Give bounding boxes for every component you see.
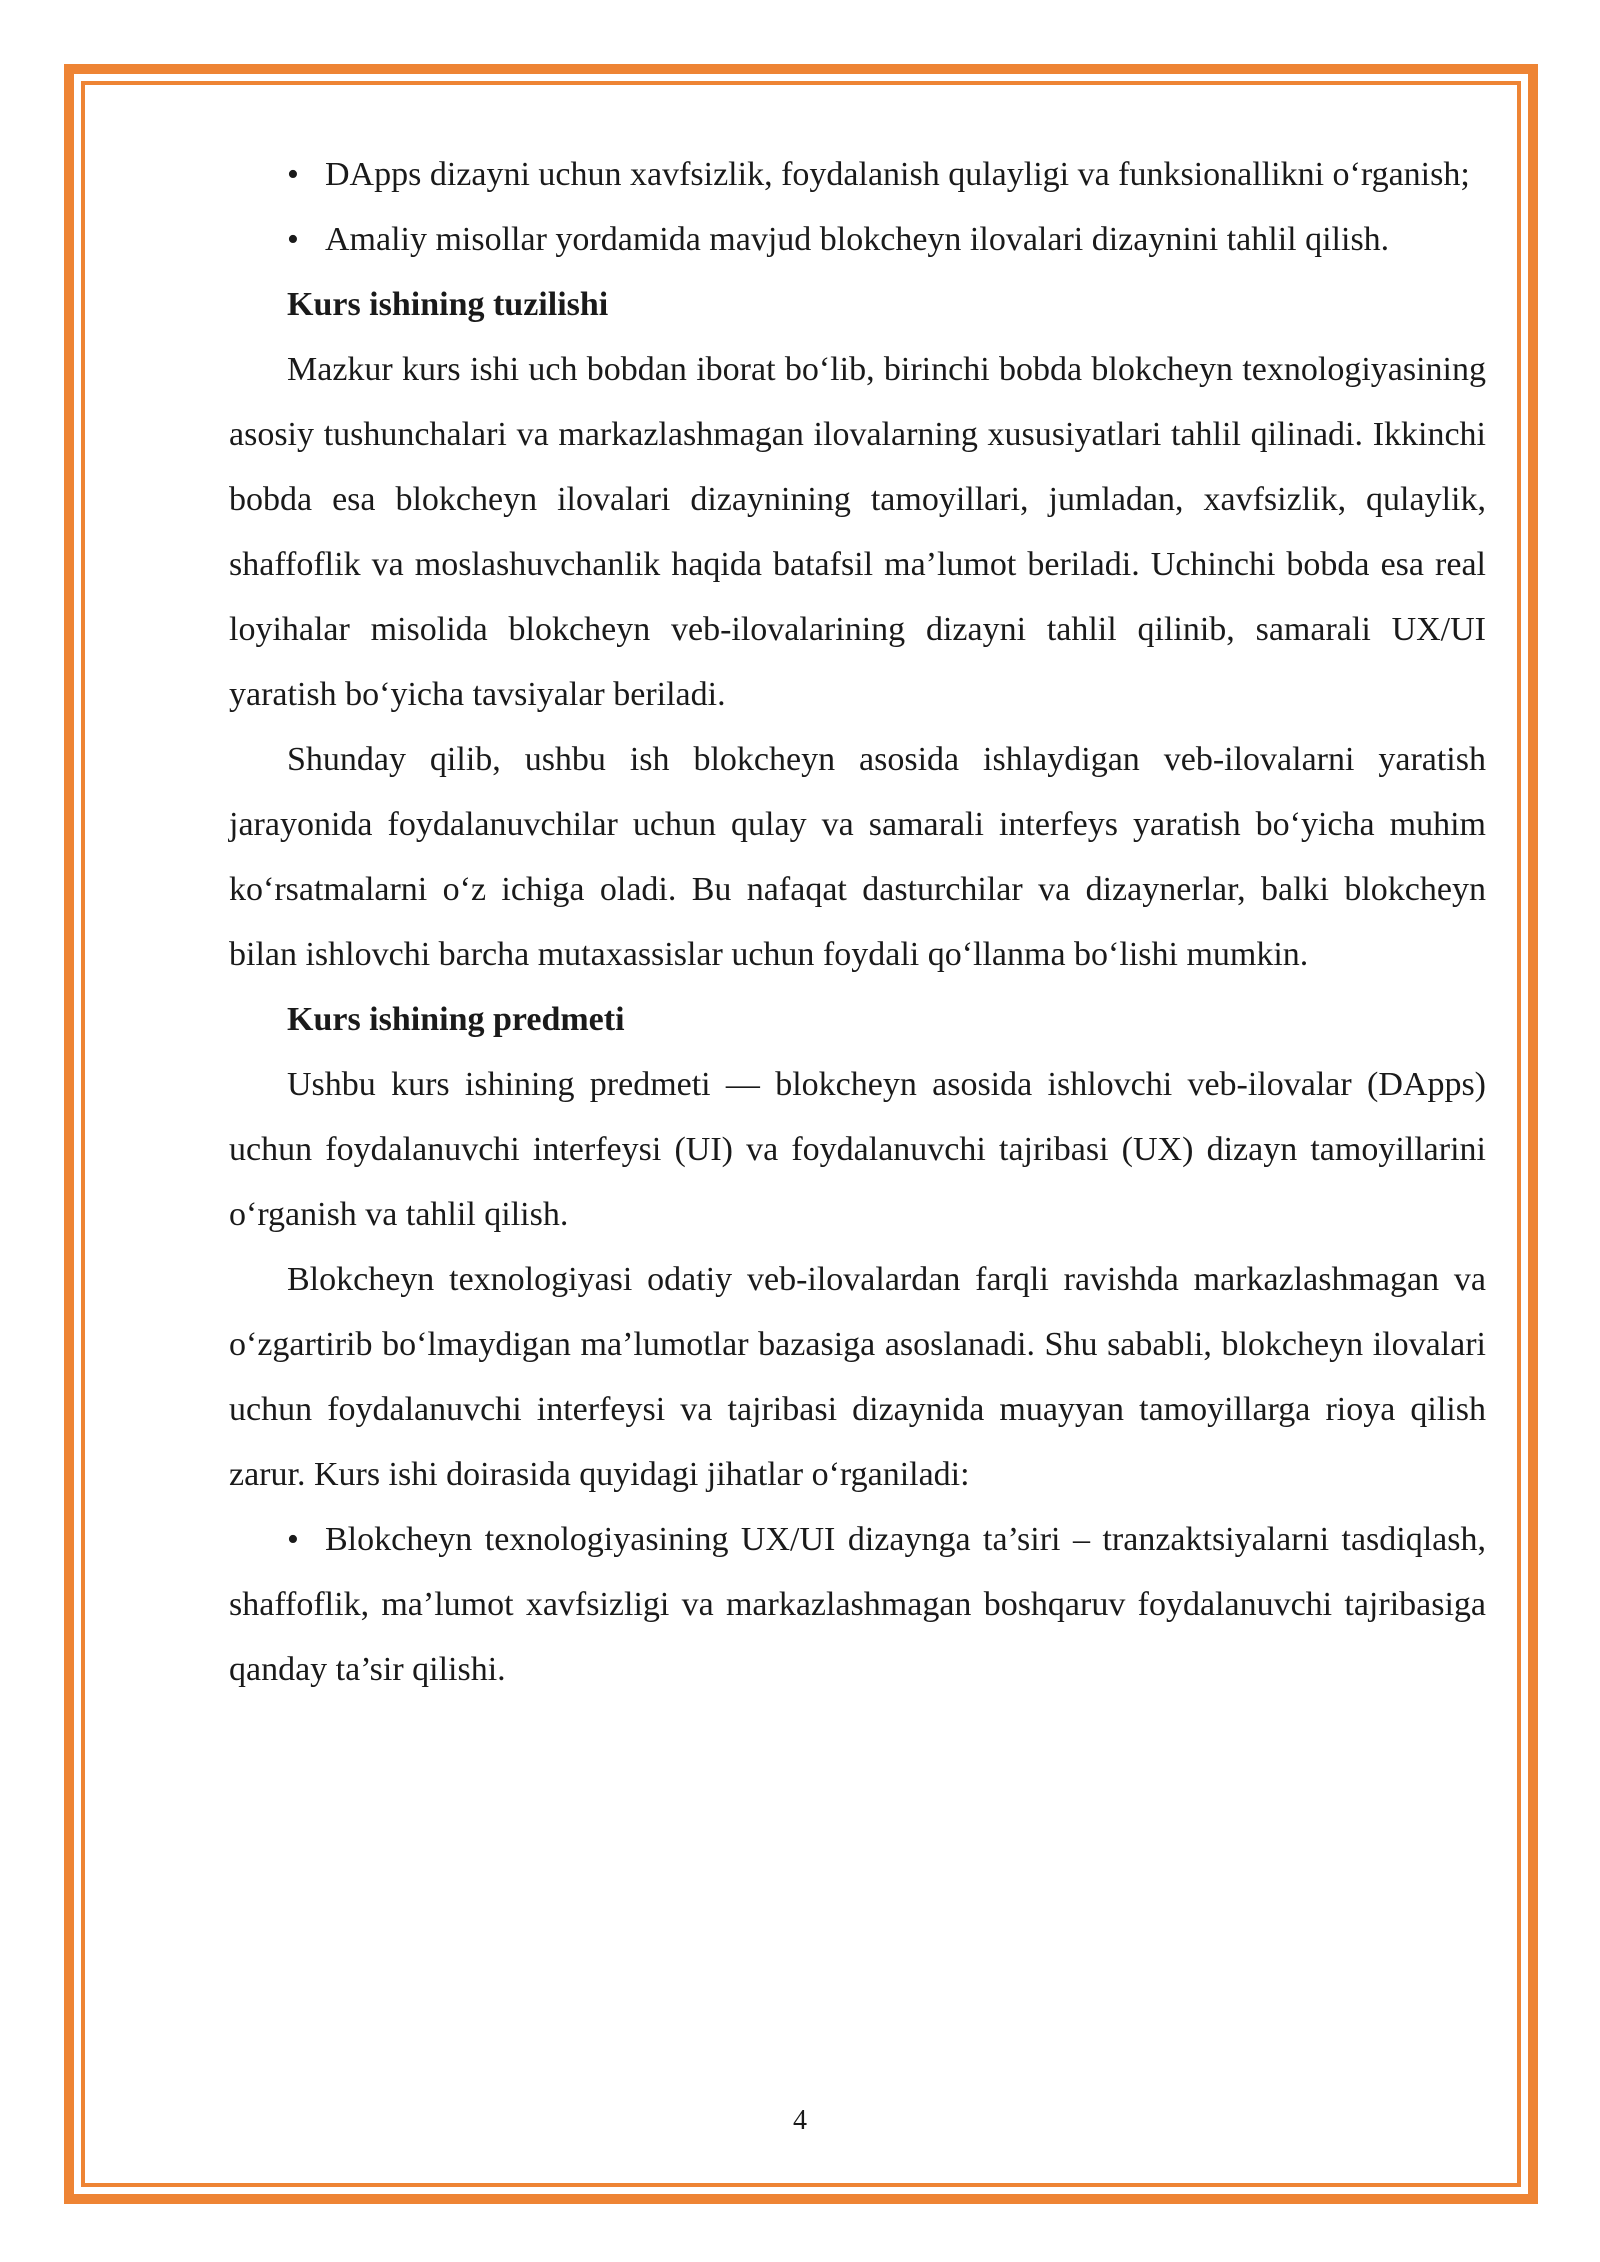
list-item [229, 142, 1486, 207]
paragraph-subject-2: Blokcheyn texnologiyasi odatiy veb-ilovalardan farqli ravishda markazlashmagan va o‘zgartirib bo‘lmaydigan ma’lumotlar bazasiga asoslanadi. Shu sababli, blokcheyn ilovalari uchun foydalanuvchi interfeysi va tajribasi dizaynida muayyan tamoyillarga rioya qilish zarur. Kurs ishi doirasida quyidagi jihatlar o‘rganiladi: [229, 1261, 1486, 1493]
list-item [229, 1507, 1486, 1702]
paragraph-structure-1: Mazkur kurs ishi uch bobdan iborat bo‘lib, birinchi bobda blokcheyn texnologiyasining asosiy tushunchalari va markazlashmagan ilovalarning xususiyatlari tahlil qilinadi. Ikkinchi bobda esa blokcheyn ilovalari dizaynining tamoyillari, jumladan, xavfsizlik, qulaylik, shaffoflik va moslashuvchanlik haqida batafsil ma’lumot beriladi. Uchinchi bobda esa real loyihalar misolida blokcheyn veb-ilovalarining dizayni tahlil qilinib, samarali UX/UI yaratish bo‘yicha tavsiyalar beriladi. [229, 351, 1486, 713]
document-body [229, 142, 1486, 1702]
section-heading-subject: Kurs ishining predmeti [287, 1001, 625, 1038]
bullet-icon: • [287, 156, 299, 193]
paragraph-subject-1: Ushbu kurs ishining predmeti — blokcheyn asosida ishlovchi veb-ilovalar (DApps) uchun foydalanuvchi interfeysi (UI) va foydalanuvchi tajribasi (UX) dizayn tamoyillarini o‘rganish va tahlil qilish. [229, 1066, 1486, 1233]
paragraph-structure-2: Shunday qilib, ushbu ish blokcheyn asosida ishlaydigan veb-ilovalarni yaratish jarayonida foydalanuvchilar uchun qulay va samarali interfeys yaratish bo‘yicha muhim ko‘rsatmalarni o‘z ichiga oladi. Bu nafaqat dasturchilar va dizaynerlar, balki blokcheyn bilan ishlovchi barcha mutaxassislar uchun foydali qo‘llanma bo‘lishi mumkin. [229, 741, 1486, 973]
page-number: 4 [793, 2105, 807, 2136]
section-heading-structure: Kurs ishining tuzilishi [287, 286, 609, 323]
list-item-text: Blokcheyn texnologiyasining UX/UI dizaynga ta’siri – tranzaktsiyalarni tasdiqlash, shaffoflik, ma’lumot xavfsizligi va markazlashmagan boshqaruv foydalanuvchi tajribasiga qanday ta’sir qilishi. [229, 1521, 1486, 1688]
list-item [229, 207, 1486, 272]
list-item-text: Amaliy misollar yordamida mavjud blokcheyn ilovalari dizaynini tahlil qilish. [325, 221, 1390, 258]
bullet-icon: • [287, 1521, 299, 1558]
bullet-icon: • [287, 221, 299, 258]
list-item-text: DApps dizayni uchun xavfsizlik, foydalanish qulayligi va funksionallikni o‘rganish; [325, 156, 1470, 193]
